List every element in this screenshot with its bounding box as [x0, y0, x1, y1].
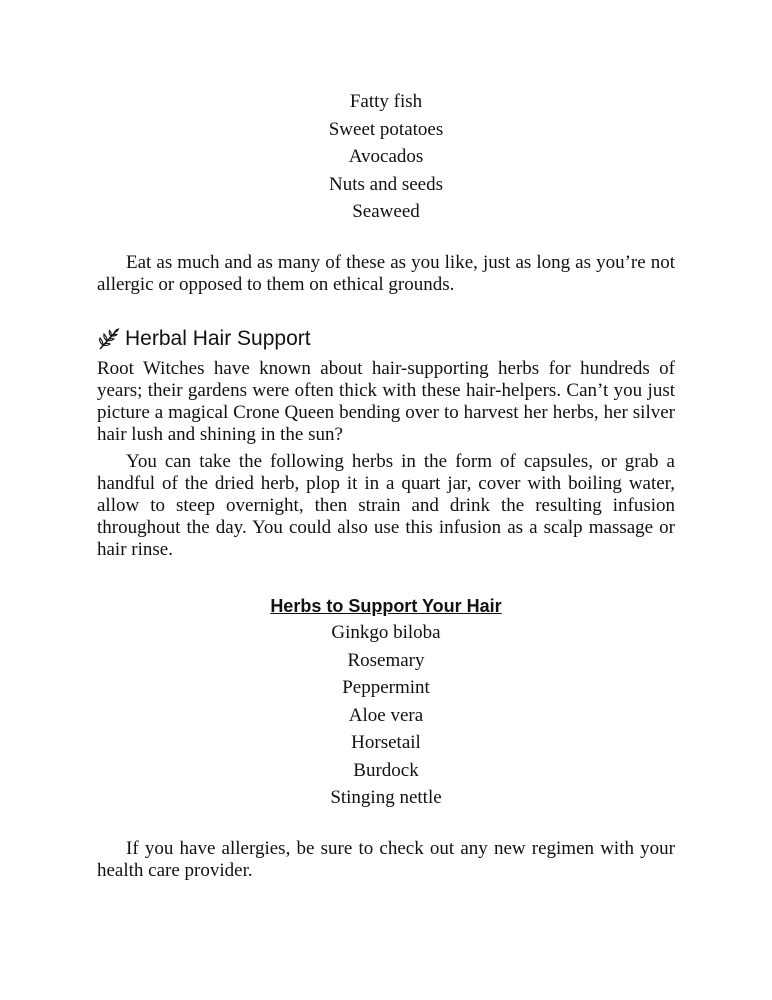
- list-item: Fatty fish: [349, 91, 423, 112]
- list-item: Peppermint: [342, 677, 430, 698]
- herb-sprig-icon: [97, 327, 121, 351]
- list-item: Avocados: [348, 146, 424, 167]
- paragraph-root-witches: Root Witches have known about hair-supporting herbs for hundreds of years; their gardens were often thick with these hair-helpers. Can’t you just picture a magical Crone Queen bending over to harvest her herbs, her silver hair lush and shining in the sun?: [97, 358, 675, 445]
- paragraph-take-herbs: You can take the following herbs in the form of capsules, or grab a handful of the dried herb, plop it in a quart jar, cover with boiling water, allow to steep overnight, then strain and drink the resulting infusion throughout the day. You could also use this infusion as a scalp massage or hair rinse.: [97, 451, 675, 560]
- food-list: [0, 88, 772, 226]
- section-heading: [97, 324, 311, 354]
- list-item: Aloe vera: [348, 704, 424, 726]
- herb-list: [0, 619, 772, 812]
- list-item: Burdock: [353, 759, 419, 781]
- list-item: Nuts and seeds: [329, 173, 443, 195]
- section-title: Herbal Hair Support: [125, 327, 311, 350]
- list-item: Sweet potatoes: [328, 118, 444, 140]
- paragraph-eat: Eat as much and as many of these as you like, just as long as you’re not allergic or opposed to them on ethical grounds.: [97, 252, 675, 295]
- list-item: Horsetail: [351, 732, 421, 753]
- list-item: Rosemary: [347, 649, 425, 671]
- list-item: Stinging nettle: [330, 787, 442, 808]
- list-item: Ginkgo biloba: [331, 622, 441, 643]
- herb-list-title: Herbs to Support Your Hair: [270, 596, 502, 616]
- paragraph-allergies: If you have allergies, be sure to check out any new regimen with your health care provider.: [97, 838, 675, 881]
- list-item: Seaweed: [352, 201, 420, 222]
